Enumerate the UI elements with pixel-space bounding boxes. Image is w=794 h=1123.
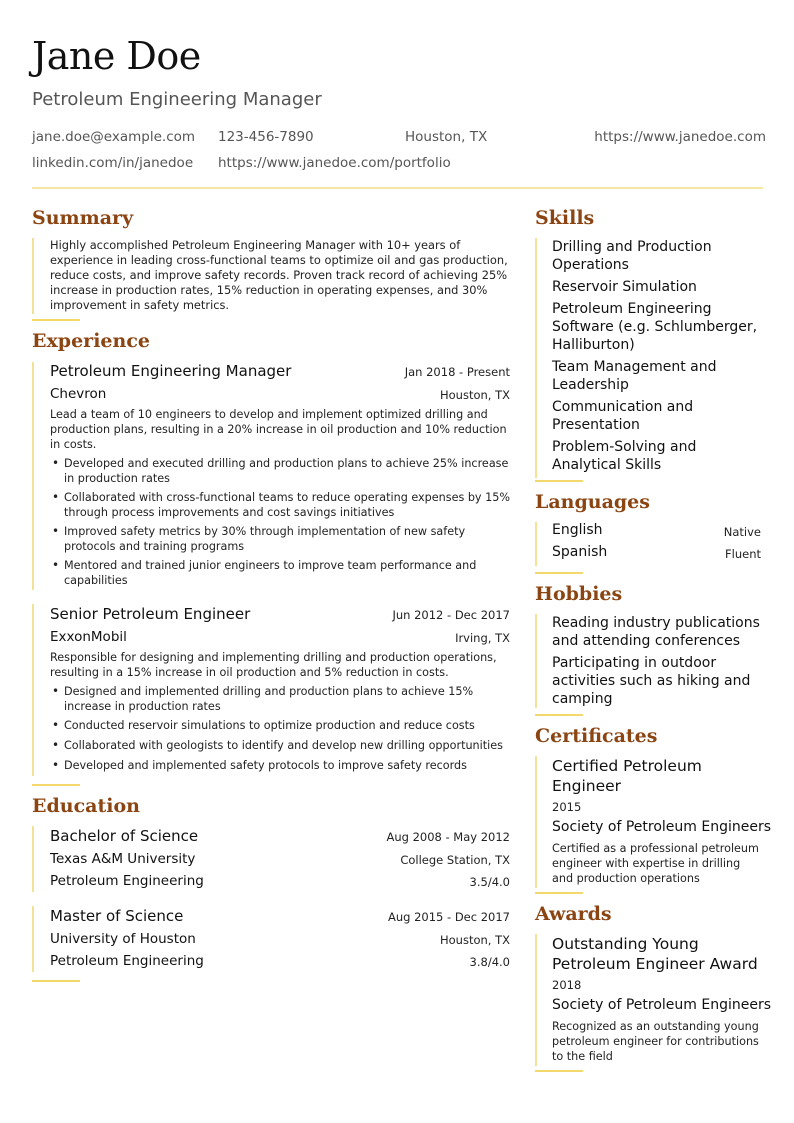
skills-underline (535, 480, 583, 482)
job-2-title: Senior Petroleum Engineer (50, 605, 251, 623)
award-year: 2018 (552, 978, 582, 992)
skills-rule (535, 238, 537, 478)
job-1-location: Houston, TX (439, 388, 510, 402)
language-level: Fluent (725, 547, 761, 561)
skill-item: Problem-Solving and Analytical Skills (552, 439, 697, 473)
job-1-bullet: • Mentored and trained junior engineers to improve team performance and capabilities (52, 558, 512, 588)
job-2-date: Jun 2012 - Dec 2017 (392, 608, 510, 622)
edu-2-field: Petroleum Engineering (50, 953, 204, 969)
certificate-year: 2015 (552, 800, 582, 814)
job-2-rule (32, 604, 34, 776)
edu-1-location: College Station, TX (400, 853, 510, 867)
awards-underline (535, 1070, 583, 1072)
certificates-rule (535, 756, 537, 888)
edu-1-date: Aug 2008 - May 2012 (386, 830, 510, 844)
job-1-rule (32, 362, 34, 590)
summary-heading: Summary (32, 207, 134, 229)
job-1-bullet: • Developed and executed drilling and production plans to achieve 25% increase in production rates (52, 456, 512, 486)
contact-portfolio[interactable]: https://www.janedoe.com/portfolio (218, 155, 451, 171)
job-2-description: Responsible for designing and implementing drilling and production operations, resulting in a 15% increase in oil production and 5% reduction in costs. (50, 651, 497, 679)
candidate-role: Petroleum Engineering Manager (32, 89, 322, 110)
certificate-description: Certified as a professional petroleum engineer with expertise in drilling and production operations (552, 842, 759, 885)
language-name: English (552, 522, 603, 538)
certificate-org: Society of Petroleum Engineers (552, 819, 771, 835)
skill-item: Reservoir Simulation (552, 279, 697, 295)
hobby-item: Participating in outdoor activities such as hiking and camping (552, 655, 751, 707)
education-underline (32, 980, 80, 982)
job-1-title: Petroleum Engineering Manager (50, 362, 292, 380)
job-2-location: Irving, TX (455, 631, 510, 645)
contact-website[interactable]: https://www.janedoe.com (594, 129, 766, 145)
hobbies-underline (535, 714, 583, 716)
header-divider (32, 187, 763, 189)
summary-underline (32, 319, 80, 321)
edu-2-school: University of Houston (50, 931, 196, 947)
contact-location: Houston, TX (405, 129, 488, 145)
skill-item: Petroleum Engineering Software (e.g. Schlumberger, Halliburton) (552, 301, 758, 353)
skill-item: Team Management and Leadership (552, 359, 717, 393)
certificates-underline (535, 892, 583, 894)
job-2-bullet: • Collaborated with geologists to identify and develop new drilling opportunities (52, 738, 512, 753)
candidate-name: Jane Doe (32, 34, 201, 78)
edu-1-school: Texas A&M University (50, 851, 196, 867)
award-title: Outstanding Young Petroleum Engineer Award (552, 935, 758, 973)
edu-1-gpa: 3.5/4.0 (469, 875, 510, 889)
job-2-bullet: • Designed and implemented drilling and production plans to achieve 15% increase in production rates (52, 684, 512, 714)
languages-rule (535, 522, 537, 566)
languages-heading: Languages (535, 491, 650, 513)
job-1-description: Lead a team of 10 engineers to develop and implement optimized drilling and production plans, resulting in a 20% increase in oil production and 10% reduction in costs. (50, 408, 507, 451)
edu-1-rule (32, 826, 34, 892)
job-1-company: Chevron (50, 386, 107, 402)
contact-phone[interactable]: 123-456-7890 (218, 129, 314, 145)
job-1-bullet: • Collaborated with cross-functional teams to reduce operating expenses by 15% through process improvements and cost savings initiatives (52, 490, 512, 520)
award-org: Society of Petroleum Engineers (552, 997, 771, 1013)
contact-email[interactable]: jane.doe@example.com (32, 129, 196, 145)
summary-rule (32, 238, 34, 314)
edu-1-degree: Bachelor of Science (50, 827, 199, 845)
job-2-company: ExxonMobil (50, 629, 127, 645)
skill-item: Communication and Presentation (552, 399, 694, 433)
job-1-bullet: • Improved safety metrics by 30% through implementation of new safety protocols and training programs (52, 524, 512, 554)
skills-heading: Skills (535, 207, 595, 229)
summary-text: Highly accomplished Petroleum Engineering Manager with 10+ years of experience in leading cross-functional teams to optimize oil and gas production, reduce costs, and improve safety records. Proven track record of achieving 25% increase in production rates, 15% reduction in operating expenses, and 30% improvement in safety metrics. (50, 238, 508, 312)
languages-underline (535, 572, 583, 574)
edu-1-field: Petroleum Engineering (50, 873, 204, 889)
hobbies-rule (535, 614, 537, 708)
language-level: Native (723, 525, 761, 539)
language-name: Spanish (552, 544, 608, 560)
certificates-heading: Certificates (535, 725, 658, 747)
awards-rule (535, 934, 537, 1066)
certificate-title: Certified Petroleum Engineer (552, 757, 702, 795)
skill-item: Drilling and Production Operations (552, 239, 712, 273)
edu-2-date: Aug 2015 - Dec 2017 (387, 910, 510, 924)
edu-2-location: Houston, TX (439, 933, 510, 947)
job-2-bullet: • Developed and implemented safety protocols to improve safety records (52, 758, 512, 773)
experience-heading: Experience (32, 330, 150, 352)
job-2-bullet: • Conducted reservoir simulations to optimize production and reduce costs (52, 718, 512, 733)
awards-heading: Awards (535, 903, 612, 925)
contact-linkedin[interactable]: linkedin.com/in/janedoe (32, 155, 194, 171)
education-heading: Education (32, 795, 140, 817)
job-1-date: Jan 2018 - Present (404, 365, 510, 379)
experience-underline (32, 784, 80, 786)
edu-2-degree: Master of Science (50, 907, 184, 925)
edu-2-gpa: 3.8/4.0 (469, 955, 510, 969)
hobbies-heading: Hobbies (535, 583, 623, 605)
edu-2-rule (32, 906, 34, 972)
hobby-item: Reading industry publications and attending conferences (552, 615, 760, 649)
award-description: Recognized as an outstanding young petroleum engineer for contributions to the field (552, 1020, 759, 1063)
